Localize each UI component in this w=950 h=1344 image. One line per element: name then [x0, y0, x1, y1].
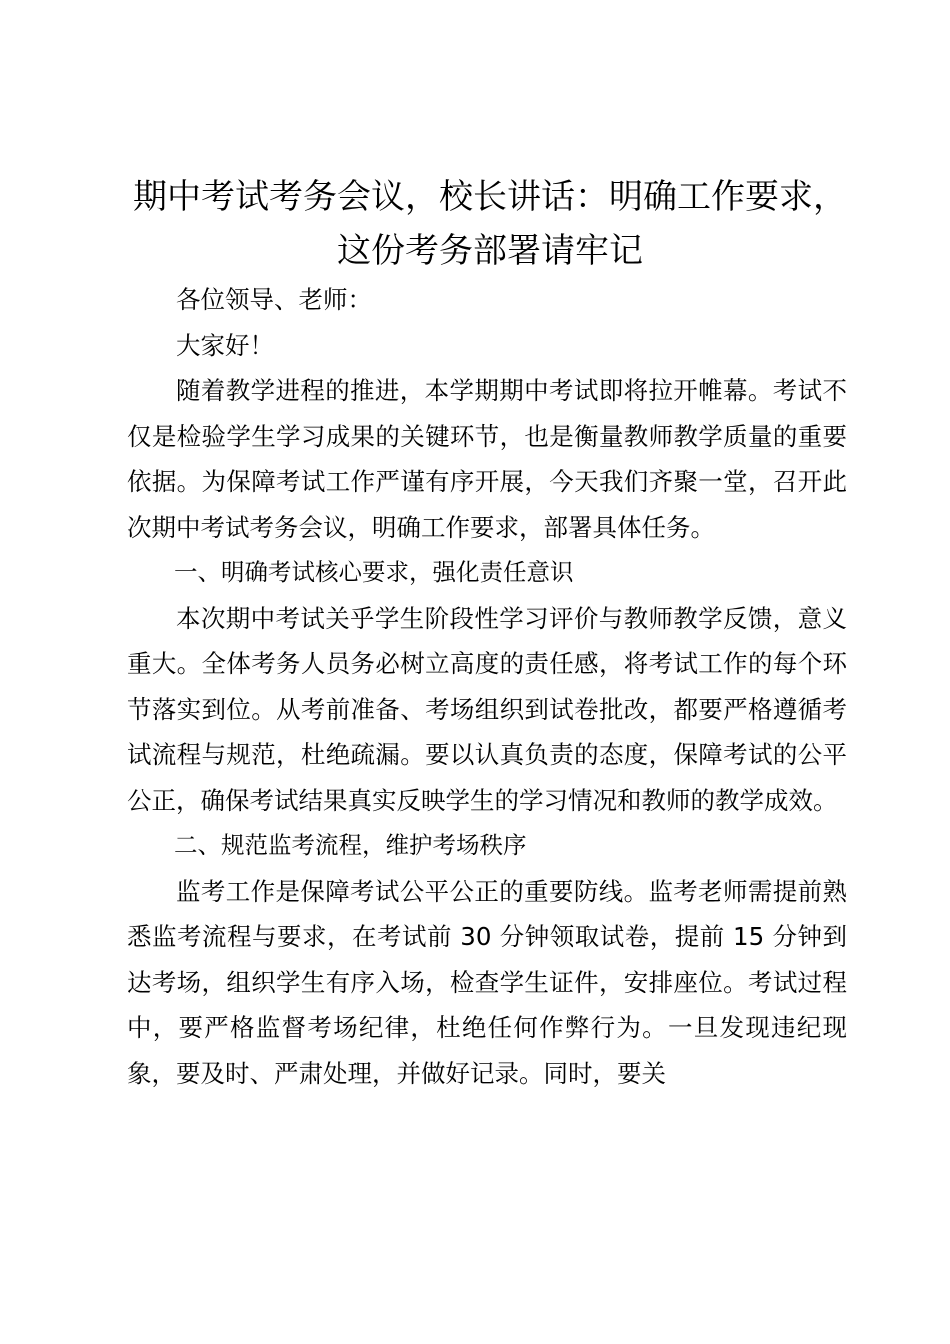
section-2-heading: 二、规范监考流程，维护考场秩序 [174, 831, 527, 859]
intro-paragraph: 随着教学进程的推进，本学期期中考试即将拉开帷幕。考试不仅是检验学生学习成果的关键环节，也是衡量教师教学质量的重要依据。为保障考试工作严谨有序开展，今天我们齐聚一堂，召开此次期中考试考务会议，明确工作要求，部署具体任务。 [127, 376, 847, 542]
section-1-paragraph: 本次期中考试关乎学生阶段性学习评价与教师教学反馈，意义重大。全体考务人员务必树立高度的责任感，将考试工作的每个环节落实到位。从考前准备、考场组织到试卷批改，都要严格遵循考试流程与规范，杜绝疏漏。要以认真负责的态度，保障考试的公平公正，确保考试结果真实反映学生的学习情况和教师的教学成效。 [127, 603, 847, 815]
document-title [110, 170, 870, 278]
section-2-paragraph: 监考工作是保障考试公平公正的重要防线。监考老师需提前熟悉监考流程与要求，在考试前 30 分钟领取试卷，提前 15 分钟到达考场，组织学生有序入场，检查学生证件，安排座位。考试过程中，要严格监督考场纪律，杜绝任何作弊行为。一旦发现违纪现象，要及时、严肃处理，并做好记录。同时，要关 [127, 876, 847, 1088]
title-line-2: 这份考务部署请牢记 [337, 231, 643, 271]
section-1-heading: 一、明确考试核心要求，强化责任意识 [174, 558, 574, 586]
greeting: 大家好！ [176, 330, 274, 360]
document-body [127, 277, 847, 1096]
salutation: 各位领导、老师： [176, 285, 372, 314]
title-line-1: 期中考试考务会议，校长讲话：明确工作要求， [133, 177, 847, 217]
